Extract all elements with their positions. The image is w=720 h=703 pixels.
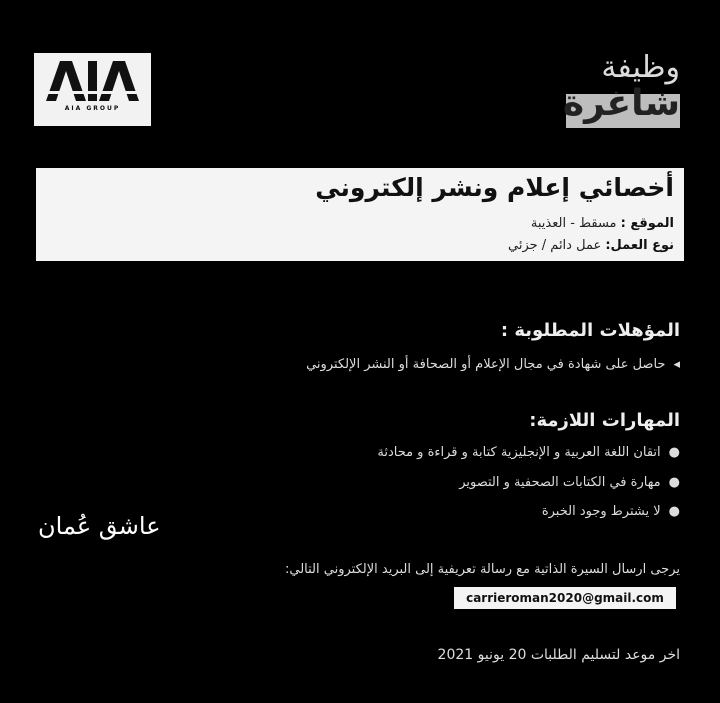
watermark-text: عاشق عُمان bbox=[38, 512, 161, 540]
dot-bullet-icon: ● bbox=[668, 504, 680, 519]
dot-bullet-icon: ● bbox=[668, 475, 680, 490]
company-logo bbox=[34, 53, 151, 126]
job-type bbox=[508, 238, 674, 253]
location-value: مسقط - العذيبة bbox=[530, 216, 617, 231]
email-link[interactable]: carrieroman2020@gmail.com bbox=[466, 591, 664, 605]
skill-item: ●اتقان اللغة العربية و الإنجليزية كتابة و قراءة و محادثة bbox=[377, 445, 680, 460]
heading-vacancy: وظيفة bbox=[601, 50, 680, 85]
skills-heading: المهارات اللازمة: bbox=[529, 410, 680, 431]
type-label: نوع العمل: bbox=[605, 238, 674, 253]
job-location bbox=[531, 216, 674, 231]
dot-bullet-icon: ● bbox=[668, 445, 680, 460]
qualification-item: ◂حاصل على شهادة في مجال الإعلام أو الصحافة أو النشر الإلكتروني bbox=[306, 357, 680, 372]
location-label: الموقع : bbox=[620, 216, 674, 231]
job-title: أخصائي إعلام ونشر إلكتروني bbox=[315, 173, 674, 202]
skill-item: ●مهارة في الكتابات الصحفية و التصوير bbox=[459, 475, 680, 490]
skill-item: ●لا يشترط وجود الخبرة bbox=[541, 504, 680, 519]
heading-vacant: شاغرة bbox=[562, 83, 680, 124]
deadline-text: اخر موعد لتسليم الطلبات 20 يونيو 2021 bbox=[437, 647, 680, 663]
logo-subtitle: AIA GROUP bbox=[64, 105, 121, 112]
aia-logo-mark bbox=[42, 57, 143, 105]
apply-instructions: يرجى ارسال السيرة الذاتية مع رسالة تعريفية إلى البريد الإلكتروني التالي: bbox=[284, 562, 680, 577]
type-value: عمل دائم / جزئي bbox=[507, 238, 602, 253]
arrow-bullet-icon: ◂ bbox=[673, 357, 680, 372]
qualifications-heading: المؤهلات المطلوبة : bbox=[500, 320, 680, 341]
